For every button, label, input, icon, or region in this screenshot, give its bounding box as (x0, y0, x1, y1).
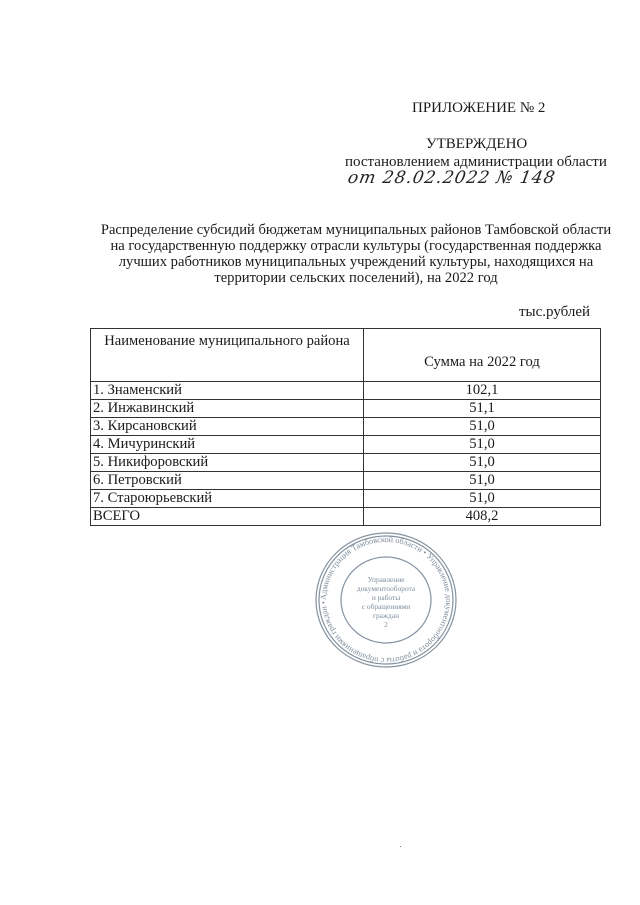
table-row (91, 382, 601, 400)
subsidy-table (90, 328, 601, 526)
row-sum: 51,0 (364, 472, 601, 490)
handwritten-date-number: от 28.02.2022 № 148 (346, 168, 558, 188)
row-sum: 51,0 (364, 418, 601, 436)
row-name: 2. Инжавинский (91, 400, 364, 418)
svg-text:документооборота: документооборота (356, 584, 416, 593)
row-name: 4. Мичуринский (91, 436, 364, 454)
svg-text:Администрация Тамбовской облас: Администрация Тамбовской области • Управление документооборота и работы с обращениями граждан • (318, 534, 454, 666)
svg-text:с обращениями: с обращениями (361, 602, 411, 611)
svg-text:граждан: граждан (372, 611, 400, 620)
table-row (91, 418, 601, 436)
official-stamp (312, 530, 460, 670)
row-sum: 102,1 (364, 382, 601, 400)
table-row (91, 400, 601, 418)
table-total-row (91, 508, 601, 526)
svg-text:и работы: и работы (371, 593, 401, 602)
decree-label: постановлением администрации области (345, 154, 607, 170)
table-header-row (91, 329, 601, 382)
approved-label: УТВЕРЖДЕНО (426, 136, 528, 152)
row-sum: 51,0 (364, 436, 601, 454)
row-sum: 51,1 (364, 400, 601, 418)
scan-speck (400, 846, 401, 847)
appendix-label: ПРИЛОЖЕНИЕ № 2 (412, 100, 546, 116)
row-name: 3. Кирсановский (91, 418, 364, 436)
table-row (91, 472, 601, 490)
header-name: Наименование муниципального района (91, 329, 364, 382)
table-row (91, 490, 601, 508)
total-name: ВСЕГО (91, 508, 364, 526)
total-sum: 408,2 (364, 508, 601, 526)
row-name: 5. Никифоровский (91, 454, 364, 472)
row-name: 6. Петровский (91, 472, 364, 490)
table-row (91, 436, 601, 454)
document-title: Распределение субсидий бюджетам муниципальных районов Тамбовской области на государственную поддержку отрасли культуры (государственная поддержка лучших работников муниципальных учреждений культуры, находящихся на территории сельских поселений), на 2022 год (100, 222, 612, 286)
row-sum: 51,0 (364, 490, 601, 508)
row-sum: 51,0 (364, 454, 601, 472)
units-label: тыс.рублей (519, 304, 591, 320)
table-row (91, 454, 601, 472)
svg-text:Управление: Управление (367, 575, 405, 584)
header-sum: Сумма на 2022 год (364, 329, 601, 382)
row-name: 1. Знаменский (91, 382, 364, 400)
row-name: 7. Староюрьевский (91, 490, 364, 508)
svg-text:2: 2 (384, 620, 388, 629)
